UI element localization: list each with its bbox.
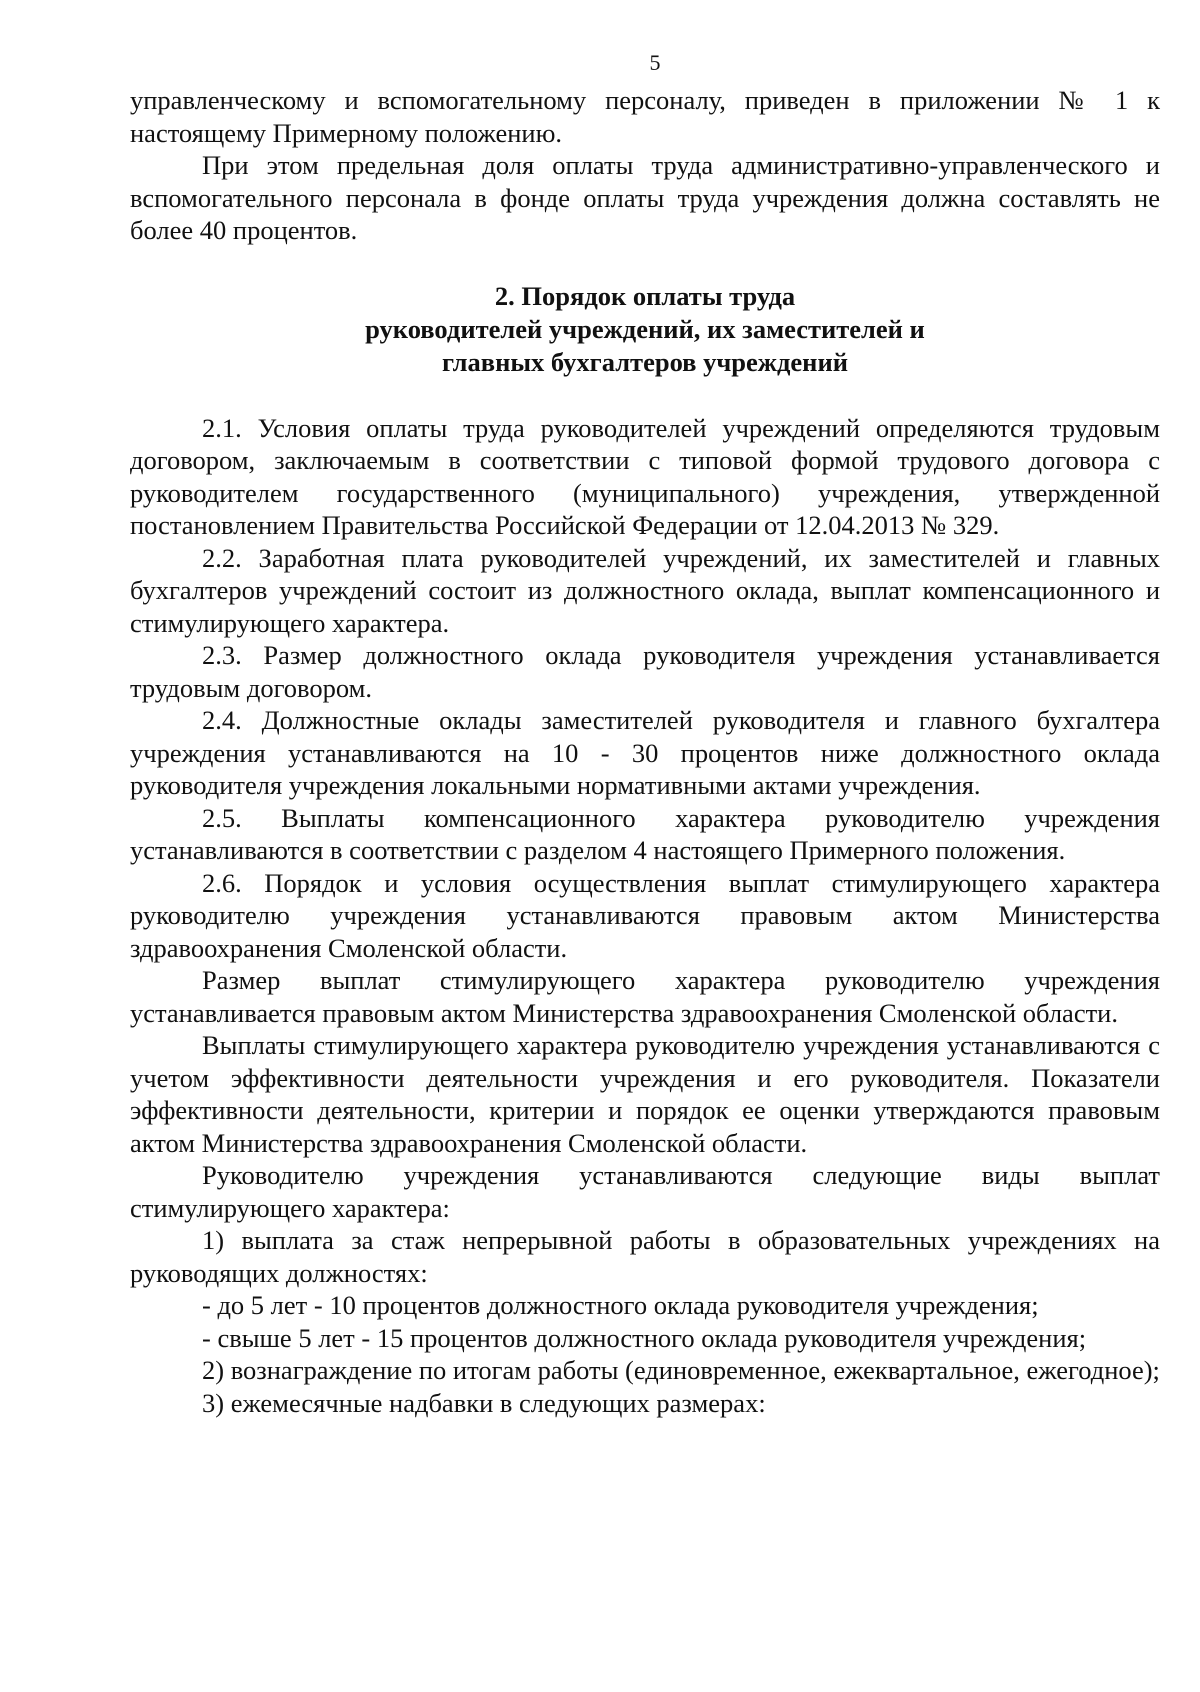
document-page	[130, 50, 1160, 1650]
section-heading-line-1: 2. Порядок оплаты труда	[494, 280, 796, 311]
page-number: 5	[649, 50, 661, 75]
paragraph-2-4: 2.4. Должностные оклады заместителей руководителя и главного бухгалтера учреждения устанавливаются на 10 - 30 процентов ниже должностного оклада руководителя учреждения локальными нормативными актами учреждения.	[130, 705, 1160, 800]
paragraph-incentive-amount: Размер выплат стимулирующего характера руководителю учреждения устанавливается правовым актом Министерства здравоохранения Смоленской области.	[130, 965, 1160, 1028]
intro-paragraph-2: При этом предельная доля оплаты труда административно-управленческого и вспомогательного персонала в фонде оплаты труда учреждения должна составлять не более 40 процентов.	[130, 150, 1160, 245]
list-item-3: 3) ежемесячные надбавки в следующих размерах:	[202, 1387, 766, 1418]
paragraph-2-5: 2.5. Выплаты компенсационного характера руководителю учреждения устанавливаются в соответствии с разделом 4 настоящего Примерного положения.	[130, 802, 1160, 865]
paragraph-2-2: 2.2. Заработная плата руководителей учреждений, их заместителей и главных бухгалтеров учреждений состоит из должностного оклада, выплат компенсационного и стимулирующего характера.	[130, 542, 1160, 638]
list-subitem-under-5-years: - до 5 лет - 10 процентов должностного оклада руководителя учреждения;	[202, 1290, 1039, 1320]
paragraph-2-3: 2.3. Размер должностного оклада руководителя учреждения устанавливается трудовым договором.	[130, 640, 1160, 703]
intro-paragraph-1: управленческому и вспомогательному персоналу, приведен в приложении № 1 к настоящему Примерному положению.	[130, 85, 1160, 148]
list-item-1: 1) выплата за стаж непрерывной работы в образовательных учреждениях на руководящих должностях:	[130, 1225, 1160, 1288]
paragraph-incentive-types: Руководителю учреждения устанавливаются следующие виды выплат стимулирующего характера:	[130, 1160, 1160, 1223]
list-item-2: 2) вознаграждение по итогам работы (единовременное, ежеквартальное, ежегодное);	[202, 1355, 1160, 1385]
section-heading-line-2: руководителей учреждений, их заместителей и	[365, 313, 925, 344]
section-heading	[130, 280, 1160, 379]
paragraph-2-6: 2.6. Порядок и условия осуществления выплат стимулирующего характера руководителю учреждения устанавливаются правовым актом Министерства здравоохранения Смоленской области.	[130, 867, 1160, 963]
list-subitem-over-5-years: - свыше 5 лет - 15 процентов должностного оклада руководителя учреждения;	[202, 1322, 1087, 1353]
section-heading-line-3: главных бухгалтеров учреждений	[441, 346, 848, 377]
paragraph-2-1: 2.1. Условия оплаты труда руководителей учреждений определяются трудовым договором, заключаемым в соответствии с типовой формой трудового договора с руководителем государственного (муниципального) учреждения, утвержденной постановлением Правительства Российской Федерации от 12.04.2013 № 329.	[130, 412, 1160, 540]
paragraph-incentive-efficiency: Выплаты стимулирующего характера руководителю учреждения устанавливаются с учетом эффективности деятельности учреждения и его руководителя. Показатели эффективности деятельности, критерии и порядок ее оценки утверждаются правовым актом Министерства здравоохранения Смоленской области.	[130, 1030, 1160, 1158]
